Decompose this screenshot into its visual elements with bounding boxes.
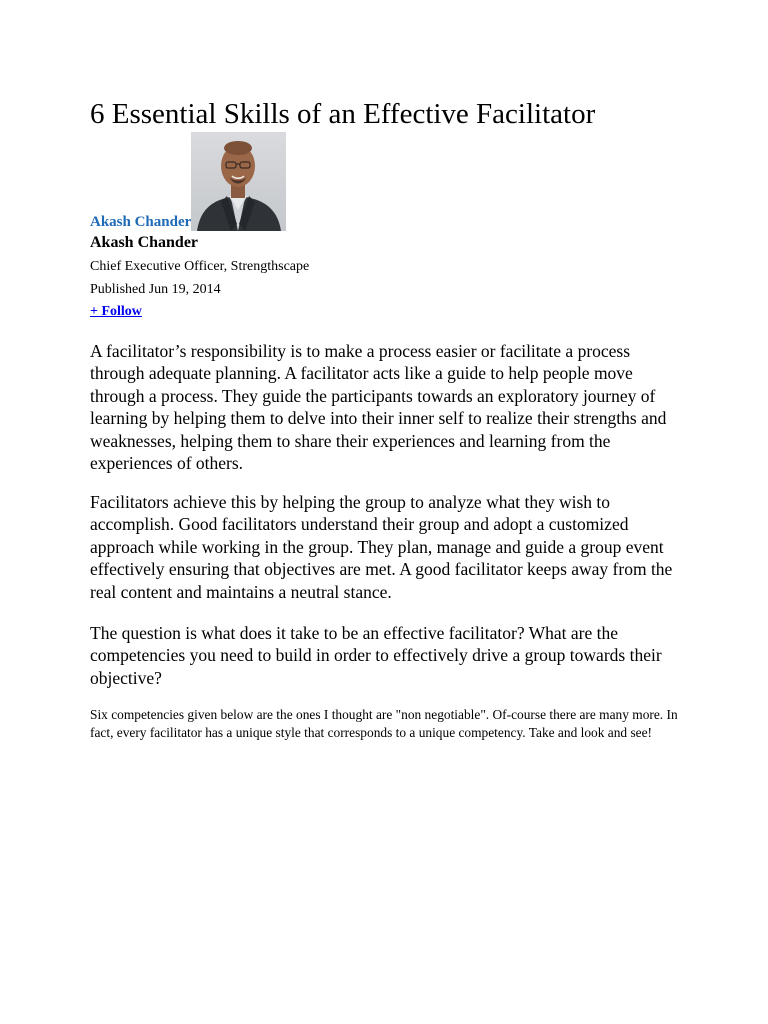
article-paragraph: The question is what does it take to be an effective facilitator? What are the competencies you need to build in order to effectively drive a group towards their objective? (90, 623, 662, 688)
article-paragraph: A facilitator’s responsibility is to make a process easier or facilitate a process through adequate planning. A facilitator acts like a guide to help people move through a process. They guide the participants towards an exploratory journey of learning by helping them to delve into their inner self to realize their strengths and weaknesses, helping them to share their experiences and learning from the experiences of others. (90, 341, 667, 474)
article-note: Six competencies given below are the ones I thought are "non negotiable". Of-course there are many more. In fact, every facilitator has a unique style that corresponds to a unique competency. Take and look and see! (90, 707, 678, 740)
author-avatar[interactable] (191, 132, 286, 231)
published-date: Published Jun 19, 2014 (90, 282, 221, 297)
author-link[interactable]: Akash Chander (90, 214, 192, 230)
byline (90, 131, 286, 231)
author-role: Chief Executive Officer, Strengthscape (90, 259, 310, 274)
author-name: Akash Chander (90, 234, 199, 251)
follow-link[interactable]: + Follow (90, 304, 142, 319)
article-paragraph: Facilitators achieve this by helping the group to analyze what they wish to accomplish. Good facilitators understand their group and adopt a customized approach while working in the group. They plan, manage and guide a group event effectively ensuring that objectives are met. A good facilitator keeps away from the real content and maintains a neutral stance. (90, 492, 673, 602)
article-title: 6 Essential Skills of an Effective Facilitator (90, 98, 596, 130)
